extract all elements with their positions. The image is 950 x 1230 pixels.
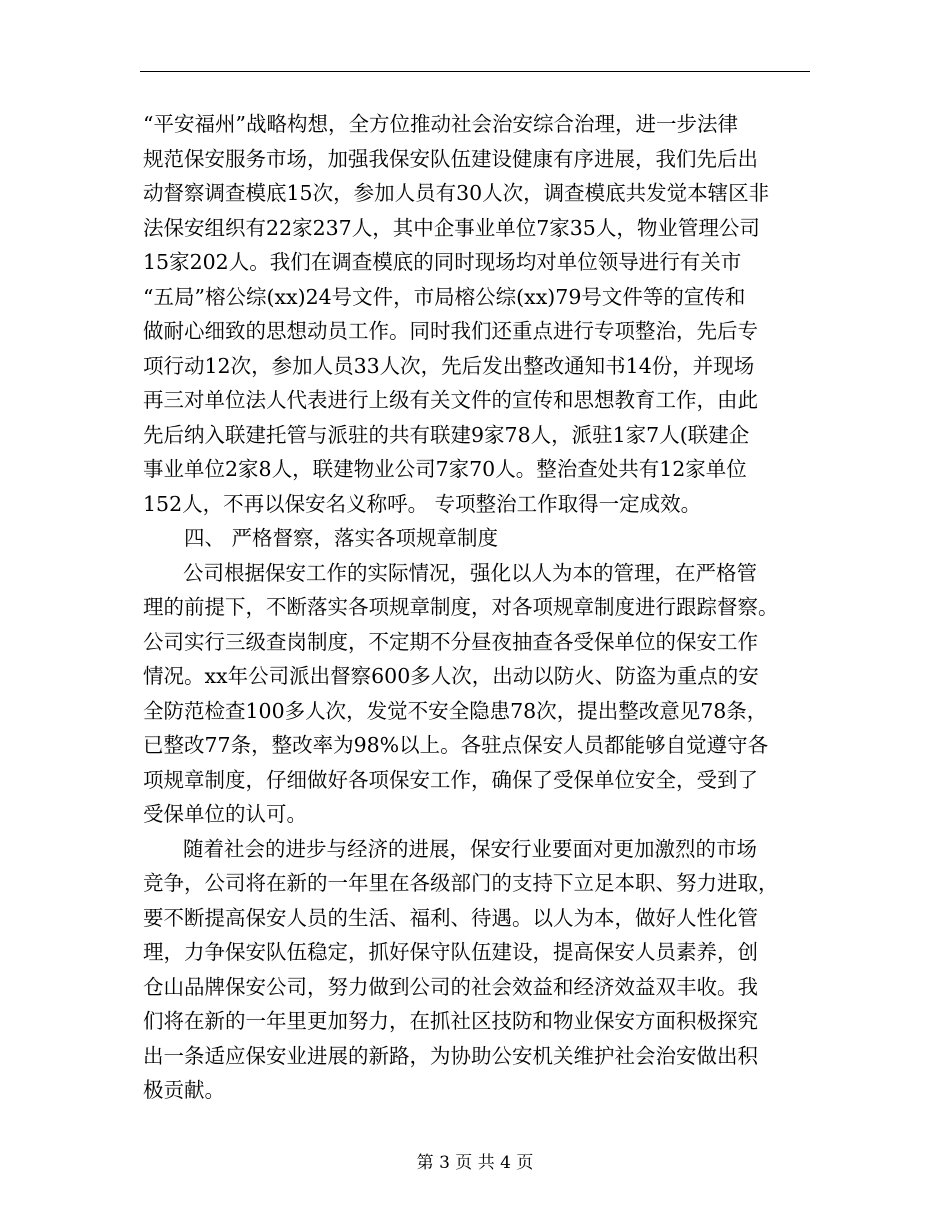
text-line: 理的前提下，不断落实各项规章制度，对各项规章制度进行跟踪督察。 [143,595,779,619]
text-line: 仓山品牌保安公司，努力做到公司的社会效益和经济效益双丰收。我 [143,974,758,999]
text-line: 公司根据保安工作的实际情况，强化以人为本的管理，在严格管 [183,560,757,585]
header-rule [140,71,810,72]
text-line: 公司实行三级查岗制度，不定期不分昼夜抽查各受保单位的保安工作 [143,629,758,654]
paragraph-outlook [143,832,810,1108]
text-line: 先后纳入联建托管与派驻的共有联建9家78人，派驻1家7人(联建企 [143,422,750,447]
text-line: 随着社会的进步与经济的进展，保安行业要面对更加激烈的市场 [183,836,757,861]
text-line: “五局”榕公综(xx)24号文件，市局榕公综(xx)79号文件等的宣传和 [143,284,746,309]
text-line: 情况。xx年公司派出督察600多人次，出动以防火、防盗为重点的安 [143,664,759,688]
text-line: 竞争，公司将在新的一年里在各级部门的支持下立足本职、努力进取， [143,871,779,895]
text-line: 做耐心细致的思想动员工作。同时我们还重点进行专项整治，先后专 [143,319,758,343]
text-line: 理，力争保安队伍稳定，抓好保守队伍建设，提高保安人员素养，创 [143,940,758,964]
text-line: 动督察调查模底15次，参加人员有30人次，调查模底共发觉本辖区非 [143,181,770,205]
text-line: 极贡献。 [143,1078,225,1102]
text-line: 全防范检查100多人次，发觉不安全隐患78次，提出整改意见78条， [143,698,768,723]
text-line: 规范保安服务市场，加强我保安队伍建设健康有序进展，我们先后出 [143,146,758,171]
text-line: 法保安组织有22家237人，其中企事业单位7家35人，物业管理公司 [143,215,760,240]
text-line: 152人，不再以保安名义称呼。 专项整治工作取得一定成效。 [143,491,702,516]
text-line: 项规章制度，仔细做好各项保安工作，确保了受保单位安全，受到了 [143,767,758,792]
text-line: 们将在新的一年里更加努力，在抓社区技防和物业保安方面积极探究 [143,1009,758,1033]
text-line: 事业单位2家8人，联建物业公司7家70人。整治查处共有12家单位 [143,457,747,481]
text-line: 15家202人。我们在调查模底的同时现场均对单位领导进行有关市 [143,250,742,274]
section-heading-text: 四、 严格督察，落实各项规章制度 [184,526,499,550]
paragraph-supervision [143,556,810,832]
page-number: 第 3 页 共 4 页 [416,1153,534,1173]
text-line: 要不断提高保安人员的生活、福利、待遇。以人为本，做好人性化管 [143,905,758,930]
text-line: 受保单位的认可。 [143,802,307,826]
text-line: 再三对单位法人代表进行上级有关文件的宣传和思想教育工作，由此 [143,388,758,412]
text-line: 出一条适应保安业进展的新路，为协助公安机关维护社会治安做出积 [143,1043,758,1068]
document-body [143,107,810,1108]
section-heading [143,521,810,556]
paragraph-campaign-results [143,107,810,521]
text-line: 已整改77条，整改率为98%以上。各驻点保安人员都能够自觉遵守各 [143,733,769,757]
text-line: “平安福州”战略构想，全方位推动社会治安综合治理，进一步法律 [143,112,738,136]
text-line: 项行动12次，参加人员33人次，先后发出整改通知书14份，并现场 [143,353,755,378]
